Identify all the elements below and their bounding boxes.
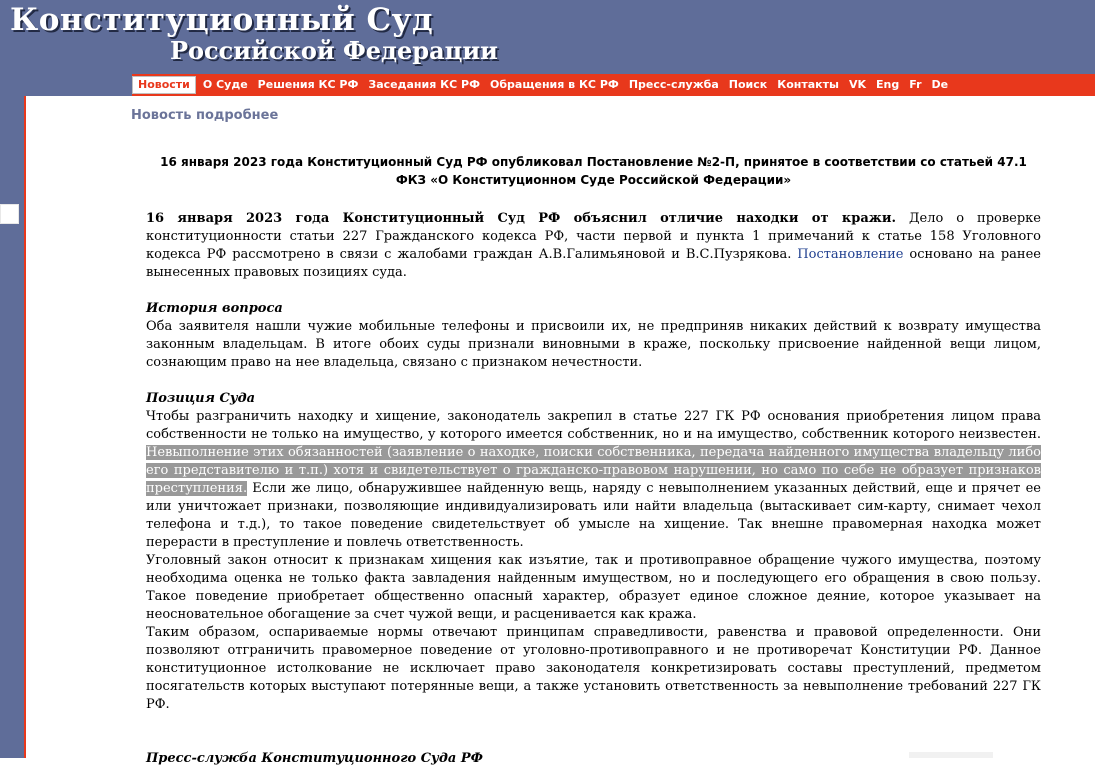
press-signature: Пресс-служба Конституционного Суда РФ (146, 751, 483, 766)
spacer (146, 282, 1041, 300)
lead-text: Дело о проверке конституционности статьи 227 Гражданского кодекса РФ, части первой и пункта 1 примечаний к статье 158 Уголовного кодекса РФ рассмотрено в связи с жалобами граждан А.В.Галимьяновой и В.С.Пузрякова. (146, 211, 1041, 262)
position-p1-start: Чтобы разграничить находку и хищение, законодатель закрепил в статье 227 ГК РФ основания приобретения лицом права собственности не только на имущество, у которого имеется собственник, но и на имущество, собственник которого неизвестен. (146, 409, 1041, 442)
site-header (0, 0, 1095, 74)
position-heading: Позиция Суда (146, 391, 256, 406)
left-divider (24, 96, 26, 758)
spacer (146, 714, 1041, 732)
side-strip (0, 96, 24, 758)
section-title: Новость подробнее (131, 108, 279, 123)
spacer (146, 372, 1041, 390)
position-paragraph-2: Уголовный закон относит к признакам хищения как изъятие, так и противоправное обращение чужого имущества, поэтому необходима оценка не только факта завладения найденным имуществом, но и последующего его обращения в свою пользу. Такое поведение приобретает общественно опасный характер, образует единое сложное деяние, которое указывает на неосновательное обогащение за счет чужой вещи, и расценивается как кража. (146, 553, 1041, 622)
nav-item-de[interactable]: De (931, 78, 949, 91)
history-paragraph: Оба заявителя нашли чужие мобильные телефоны и присвоили их, не предприняв никаких действий к возврату имущества законным владельцам. В итоге обоих суды признали виновными в краже, поскольку присвоение найденной вещи лицом, сознающим право на нее владельца, связано с признаком нечестности. (146, 319, 1041, 370)
position-p1-end: Если же лицо, обнаружившее найденную вещь, наряду с невыполнением указанных действий, еще и прячет ее или уничтожает признаки, позволяющие индивидуализировать или найти владельца (вытаскивает сим-карту, снимает чехол телефона и т.д.), то такое поведение свидетельствует об умысле на хищение. Так внешне правомерная находка может перерасти в преступление и повлечь ответственность. (146, 481, 1041, 550)
nav-corner (0, 74, 132, 96)
nav-item-news[interactable]: Новости (132, 76, 196, 94)
lead-paragraph (146, 210, 1041, 282)
resolution-link[interactable]: Постановление (797, 247, 904, 262)
position-paragraph-1 (146, 408, 1041, 552)
nav-item-appeals[interactable]: Обращения в КС РФ (490, 78, 619, 91)
nav-item-press[interactable]: Пресс-служба (628, 78, 719, 91)
nav-items (132, 74, 953, 96)
footer-box (909, 752, 993, 758)
nav-item-sessions[interactable]: Заседания КС РФ (368, 78, 480, 91)
nav-item-search[interactable]: Поиск (728, 78, 768, 91)
main-nav (0, 74, 1095, 96)
article-headline: 16 января 2023 года Конституционный Суд РФ опубликовал Постановление №2-П, принятое в соответствии со статьей 47.1 ФКЗ «О Конституционном Суде Российской Федерации» (160, 155, 1027, 187)
site-title-line1[interactable]: Конституционный Суд (10, 2, 434, 38)
nav-item-about[interactable]: О Суде (202, 78, 248, 91)
article-body (146, 210, 1041, 768)
nav-item-fr[interactable]: Fr (909, 78, 922, 91)
side-tab[interactable] (0, 204, 19, 224)
history-heading: История вопроса (146, 301, 283, 316)
position-paragraph-3: Таким образом, оспариваемые нормы отвечают принципам справедливости, равенства и правовой определенности. Они позволяют отграничить правомерное поведение от уголовно-противоправного и не противоречат Конституции РФ. Данное конституционное истолкование не исключает право законодателя конкретизировать составы преступлений, предметом посягательств которых выступают потерянные вещи, а также установить ответственность за невыполнение требований 227 ГК РФ. (146, 625, 1041, 712)
nav-item-contacts[interactable]: Контакты (777, 78, 839, 91)
nav-item-decisions[interactable]: Решения КС РФ (257, 78, 359, 91)
lead-bold: 16 января 2023 года Конституционный Суд РФ объяснил отличие находки от кражи. (146, 211, 897, 226)
lead-tail: основано на ранее вынесенных правовых позициях суда. (146, 247, 1041, 280)
highlighted-text[interactable]: Невыполнение этих обязанностей (заявление о находке, поиски собственника, передача найденного имущества владельцу либо его представителю и т.п.) хотя и свидетельствует о гражданско-правовом нарушении, но само по себе не образует признаков преступления. (146, 445, 1041, 496)
spacer (146, 732, 1041, 750)
site-title-line2[interactable]: Российской Федерации (170, 36, 498, 65)
nav-item-eng[interactable]: Eng (876, 78, 900, 91)
nav-item-vk[interactable]: VK (848, 78, 867, 91)
